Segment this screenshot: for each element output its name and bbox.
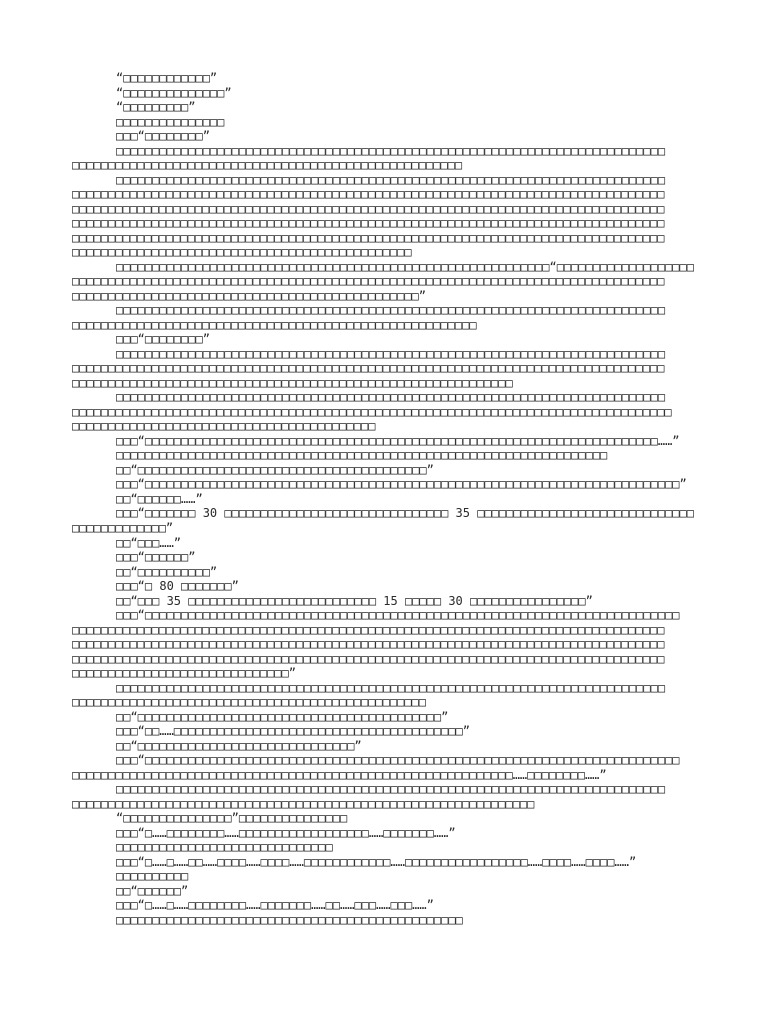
text-line: □□□□□□□□□□□□□□□□□□□□□□□□□□□□□□□□□□□□□□□□□□□□□□□□□□□□□□□□□□□□□□□□□□□□□□□□□□□□ [116,346,666,361]
text-line: □□□□□□□□□□□□□□□□□□□□□□□□□□□□□□□□□□□□□□□□□□□□□□□□□□□□□□□□□□□□□□□□□□□□□□□□□□□□□□□□□□ [72,187,665,202]
paragraph [72,855,712,870]
paragraph [72,260,712,304]
text-line: □□“□□□……” [116,535,182,550]
text-line: □□□□□□□□□□□□□□□□□□□□□□□□□□□□□□□□□□□□□□□□□□□□□□□□□□□□□□□□□□□□□□□□□□□□□□□□□□□□□□□□□□ [72,651,665,666]
text-line: □□□□□□□□□□ [116,869,189,884]
text-line: □□□□□□□□□□□□□□□□□□□□□□□□□□□□□□□□□□□□□□□□□□□□□□□□□□□□□□□□□□□□□□□□□□□□□□□□□□□□ [116,172,666,187]
text-line: □□□“□……□……□□□□□□□□……□□□□□□□……□□……□□□……□□□……” [116,898,434,913]
paragraph [72,753,712,782]
text-line: □□□□□□□□□□□□□□□□□□□□□□□□□□□□□□□□□□□□□□□□□□□□□□□□□□□□□□□□□□□□□□□□□□□□□□□□□□□□ [116,680,666,695]
text-line: □□□□□□□□□□□□□□□□□□□□□□□□□□□□□□□□□□□□□□□□□□□□□□□□□□□□□□□□□□□□□□□□□□□□□□□□□□□□□□□□□□ [72,274,665,289]
text-line: □□“□□□□□□□□□□□□□□□□□□□□□□□□□□□□□□□□□□□□□□□□□□” [116,709,449,724]
text-line: □□“□□□□□□□□□□□□□□□□□□□□□□□□□□□□□□” [116,738,362,753]
text-line: □□□□□□□□□□□□□□□□□□□□□□□□□□□□□□□□□□□□□□□□□□□□□□□□□□□□□□□□□□□□□ [72,375,513,390]
text-line: □□□“□□□□□□□□□□□□□□□□□□□□□□□□□□□□□□□□□□□□□□□□□□□□□□□□□□□□□□□□□□□□□□□□□□□□□□□□□□ [116,753,680,768]
text-line: □□□“□□□□□□□ 30 □□□□□□□□□□□□□□□□□□□□□□□□□□□□□□□ 35 □□□□□□□□□□□□□□□□□□□□□□□□□□□□□□ [116,506,694,521]
paragraph [72,115,712,130]
text-line: □□□□□□□□□□□□□□□□□□□□□□□□□□□□□□□□□□□□□□□□□□□□□□□□□□□□□□□□□□□□□□□□□□□□□□□□□□□□□□□□□□ [72,622,665,637]
text-line: □□□□□□□□□□□□□□□□□□□□□□□□□□□□□□□□□□□□□□□□□□□□□□□□□□□□□□□□□□□□□□□□ [72,796,535,811]
document-body [72,71,712,927]
paragraph [72,173,712,260]
text-line: □□□□□□□□□□□□□□□□□□□□□□□□□□□□□□□□□□□□□□□□□□□□□□□□□□□□□□□□□□□□□□□□□□□□□□□□□□□□□□□□□□ [72,361,665,376]
text-line: □□□□□□□□□□□□□□□□□□□□□□□□□□□□□□□□□□□□□□□□□□□□□□□□□□□□□□□□□□□□□□□□□□□□□□□□□□□□□□□□□□□ [72,404,672,419]
paragraph [72,913,712,928]
text-line: □□□□□□□□□□□□□□□ [116,114,225,129]
paragraph [72,448,712,463]
paragraph [72,71,712,86]
text-line: □□□“□□□□□□□□” [116,129,210,144]
paragraph [72,782,712,811]
paragraph [72,724,712,739]
text-line: □□□□□□□□□□□□□□□□□□□□□□□□□□□□□□□□□□□□□□□□□□□□□□□□□□□□□□□□□□□□“□□□□□□□□□□□□□□□□□□□ [116,259,694,274]
paragraph [72,477,712,492]
text-line: □□□□□□□□□□□□□□□□□□□□□□□□□□□□□□□□□□□□□□□□□□□□□□□□□□□□□□□□□□□□□□□□□□□□ [116,448,608,463]
text-line: □□□□□□□□□□□□□□□□□□□□□□□□□□□□□□□□□□□□□□□□□□□□□□□□□□□□□□□□□□□□□□□□□□□□□□□□□□□□□□□□□□ [72,230,665,245]
text-line: □□□□□□□□□□□□□□□□□□□□□□□□□□□□□□□□□□□□□□□□□□ [72,419,376,434]
text-line: □□□□□□□□□□□□□□□□□□□□□□□□□□□□□□□□□□□□□□□□□□□□□□□□□□□□□□□□□□□□□□□□□□□□□□□□□□□□ [116,782,666,797]
paragraph [72,840,712,855]
paragraph [72,492,712,507]
text-line: □□“□□□□□□□□□□” [116,564,218,579]
paragraph [72,608,712,681]
text-line: “□□□□□□□□□” [116,100,196,115]
text-line: □□□□□□□□□□□□□□□□□□□□□□□□□□□□□□” [72,666,296,681]
text-line: □□□□□□□□□□□□□□□□□□□□□□□□□□□□□□□□□□□□□□□□□□□□□□□□” [72,288,427,303]
text-line: □□□□□□□□□□□□□□□□□□□□□□□□□□□□□□□□□□□□□□□□□□□□□□□□□□□□□□□□□□□□□……□□□□□□□□……” [72,767,607,782]
text-line: □□□□□□□□□□□□□□□□□□□□□□□□□□□□□□□□□□□□□□□□□□□□□□□□□□□□□□□□□□□□□□□□□□□□□□□□□□□□ [116,303,666,318]
text-line: □□□□□□□□□□□□□□□□□□□□□□□□□□□□□□□□□□□□□□□□□□□□□□□□□□□□□□□□□□□□□□□□□□□□□□□□□□□□□□□□□□ [72,637,665,652]
paragraph [72,129,712,144]
paragraph [72,579,712,594]
text-line: □□□“□……□……□□……□□□□……□□□□……□□□□□□□□□□□□……□□□□□□□□□□□□□□□□□……□□□□……□□□□……” [116,854,637,869]
paragraph [72,594,712,609]
text-line: □□□□□□□□□□□□□” [72,520,174,535]
paragraph [72,506,712,535]
paragraph [72,347,712,391]
paragraph [72,536,712,551]
text-line: □□□□□□□□□□□□□□□□□□□□□□□□□□□□□□□□□□□□□□□□□□□□□□□□□□□□□□□□ [72,317,477,332]
text-line: “□□□□□□□□□□□□□□” [116,85,232,100]
text-line: □□“□□□□□□……” [116,491,203,506]
text-line: □□□□□□□□□□□□□□□□□□□□□□□□□□□□□□□□□□□□□□□□□□□□□□□□□ [72,695,427,710]
text-line: □□□“□ 80 □□□□□□□” [116,579,239,594]
text-line: □□□□□□□□□□□□□□□□□□□□□□□□□□□□□□□□□□□□□□□□□□□□□□□□□□□□□□ [72,158,463,173]
paragraph [72,390,712,434]
paragraph [72,100,712,115]
paragraph [72,898,712,913]
text-line: □□“□□□□□□□□□□□□□□□□□□□□□□□□□□□□□□□□□□□□□□□□” [116,462,434,477]
text-line: □□□□□□□□□□□□□□□□□□□□□□□□□□□□□□ [116,840,333,855]
paragraph [72,869,712,884]
paragraph [72,681,712,710]
text-line: □□□“□□□□□□□□” [116,332,210,347]
text-line: □□□□□□□□□□□□□□□□□□□□□□□□□□□□□□□□□□□□□□□□□□□□□□□□□□□□□□□□□□□□□□□□□□□□□□□□□□□□ [116,143,666,158]
paragraph [72,550,712,565]
text-line: “□□□□□□□□□□□□” [116,71,218,85]
text-line: □□□“□□□□□□□□□□□□□□□□□□□□□□□□□□□□□□□□□□□□□□□□□□□□□□□□□□□□□□□□□□□□□□□□□□□□□□□□□□” [116,477,687,492]
paragraph [72,434,712,449]
text-line: □□□□□□□□□□□□□□□□□□□□□□□□□□□□□□□□□□□□□□□□□□□□□□□□□□□□□□□□□□□□□□□□□□□□□□□□□□□□□□□□□□ [72,201,665,216]
text-line: □□□“□□……□□□□□□□□□□□□□□□□□□□□□□□□□□□□□□□□□□□□□□□□” [116,724,471,739]
text-line: □□□□□□□□□□□□□□□□□□□□□□□□□□□□□□□□□□□□□□□□□□□□□□□□ [116,912,463,927]
paragraph [72,710,712,725]
paragraph [72,332,712,347]
text-line: “□□□□□□□□□□□□□□□”□□□□□□□□□□□□□□□ [116,811,348,826]
text-line: □□□□□□□□□□□□□□□□□□□□□□□□□□□□□□□□□□□□□□□□□□□□□□□ [72,245,412,260]
text-line: □□□“□□□□□□□□□□□□□□□□□□□□□□□□□□□□□□□□□□□□□□□□□□□□□□□□□□□□□□□□□□□□□□□□□□□□□□□……” [116,433,680,448]
text-line: □□□□□□□□□□□□□□□□□□□□□□□□□□□□□□□□□□□□□□□□□□□□□□□□□□□□□□□□□□□□□□□□□□□□□□□□□□□□□□□□□□ [72,216,665,231]
paragraph [72,811,712,826]
text-line: □□□“□□□□□□□□□□□□□□□□□□□□□□□□□□□□□□□□□□□□□□□□□□□□□□□□□□□□□□□□□□□□□□□□□□□□□□□□□□ [116,608,680,623]
text-line: □□□□□□□□□□□□□□□□□□□□□□□□□□□□□□□□□□□□□□□□□□□□□□□□□□□□□□□□□□□□□□□□□□□□□□□□□□□□ [116,390,666,405]
paragraph [72,463,712,478]
paragraph [72,826,712,841]
paragraph [72,303,712,332]
text-line: □□“□□□ 35 □□□□□□□□□□□□□□□□□□□□□□□□□□ 15 □□□□□ 30 □□□□□□□□□□□□□□□□” [116,593,593,608]
paragraph [72,565,712,580]
paragraph [72,144,712,173]
text-line: □□□“□□□□□□” [116,550,196,565]
text-line: □□□“□……□□□□□□□□……□□□□□□□□□□□□□□□□□□……□□□□□□□……” [116,825,456,840]
paragraph [72,884,712,899]
text-line: □□“□□□□□□” [116,883,189,898]
paragraph [72,86,712,101]
paragraph [72,739,712,754]
